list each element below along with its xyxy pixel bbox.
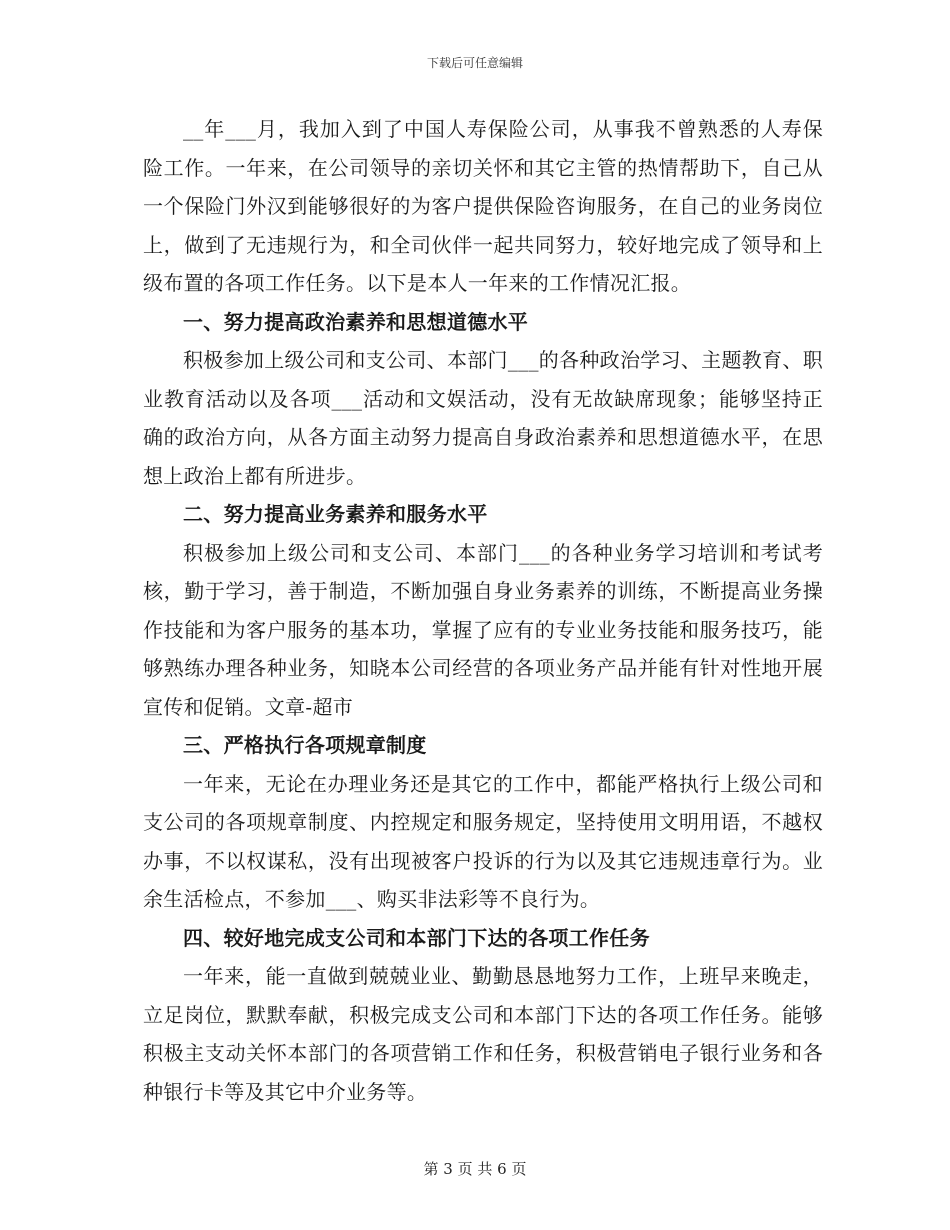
section-heading-3: 三、严格执行各项规章制度 bbox=[183, 733, 427, 757]
page-header-note: 下载后可任意编辑 bbox=[426, 56, 523, 70]
section-heading-1: 一、努力提高政治素养和思想道德水平 bbox=[183, 309, 529, 334]
section-heading-4: 四、较好地完成支公司和本部门下达的各项工作任务 bbox=[183, 925, 650, 950]
intro-paragraph: __年___月，我加入到了中国人寿保险公司，从事我不曾熟悉的人寿保险工作。一年来，在公司领导的亲切关怀和其它主管的热情帮助下，自己从一个保险门外汉到能够很好的为客户提供保险咨询服务，在自己的业务岗位上，做到了无违规行为，和全司伙伴一起共同努力，较好地完成了领导和上级布置的各项工作任务。以下是本人一年来的工作情况汇报。 bbox=[143, 117, 823, 295]
section-1-paragraph: 积极参加上级公司和支公司、本部门___的各种政治学习、主题教育、职业教育活动以及各项___活动和文娱活动，没有无故缺席现象；能够坚持正确的政治方向，从各方面主动努力提高自身政治素养和思想道德水平，在思想上政治上都有所进步。 bbox=[143, 348, 823, 488]
document-body bbox=[143, 110, 823, 1111]
section-4-paragraph: 一年来，能一直做到兢兢业业、勤勤恳恳地努力工作，上班早来晚走，立足岗位，默默奉献，积极完成支公司和本部门下达的各项工作任务。能够积极主支动关怀本部门的各项营销工作和任务，积极营销电子银行业务和各种银行卡等及其它中介业务等。 bbox=[143, 964, 823, 1104]
page-number: 第 3 页 共 6 页 bbox=[423, 1160, 527, 1178]
section-3-paragraph: 一年来，无论在办理业务还是其它的工作中，都能严格执行上级公司和支公司的各项规章制度、内控规定和服务规定，坚持使用文明用语，不越权办事，不以权谋私，没有出现被客户投诉的行为以及其它违规违章行为。业余生活检点，不参加___、购买非法彩等不良行为。 bbox=[143, 771, 823, 911]
section-2-paragraph: 积极参加上级公司和支公司、本部门___的各种业务学习培训和考试考核，勤于学习，善于制造，不断加强自身业务素养的训练，不断提高业务操作技能和为客户服务的基本功，掌握了应有的专业业务技能和服务技巧，能够熟练办理各种业务，知晓本公司经营的各项业务产品并能有针对性地开展宣传和促销。文章-超市 bbox=[143, 540, 823, 719]
section-heading-2: 二、努力提高业务素养和服务水平 bbox=[183, 502, 488, 526]
